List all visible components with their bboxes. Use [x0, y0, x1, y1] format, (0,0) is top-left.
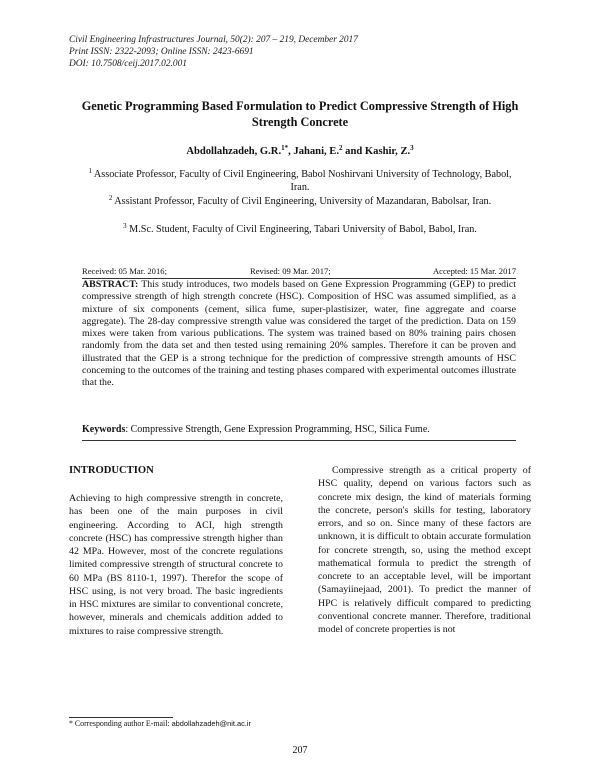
journal-doi: DOI: 10.7508/ceij.2017.02.001	[69, 59, 187, 69]
keywords-label: Keywords	[82, 424, 126, 435]
section-heading: INTRODUCTION	[69, 465, 154, 476]
journal-citation: Civil Engineering Infrastructures Journal, 50(2): 207 – 219, December 2017	[69, 35, 358, 45]
affiliation-3: $^3$ M.Sc. Student, Faculty of Civil Engineering, Tabari University of Babol, Babol, Iran.	[123, 222, 477, 235]
keywords-text: : Compressive Strength, Gene Expression Programming, HSC, Silica Fume.	[125, 424, 430, 435]
received-date: Received: 05 Mar. 2016;	[82, 266, 167, 276]
intro-paragraph-2: Compressive strength as a critical property of HSC quality, depend on various factors such as concrete mix design, the kind of materials forming the concrete, person's skills for testing, laboratory errors, and so on. Since many of these factors are unknown, it is difficult to obtain accurate formulation for concrete strength, so, using the method except mathematical formula to predict the strength of concrete to an acceptable level, will be important (Samayiinejaad, 2001). To predict the manner of HPC is relatively difficult compared to predicting conventional concrete manner. Therefore, traditional model of concrete properties is not	[318, 465, 531, 635]
author-name: Abdollahzadeh, G.R.	[186, 146, 282, 157]
intro-paragraph-1: Achieving to high compressive strength in concrete, has been one of the main purposes in civil engineering. According to ACI, high strength concrete (HSC) has compressive strength higher than 42 MPa. However, most of the concrete regulations limited compressive strength of structural concrete to 60 MPa (BS 8110-1, 1997). Therefor the scope of HSC using, is not very broad. The basic ingredients in HSC mixtures are similar to conventional concrete, however, minerals and chemicals addition added to mixtures to raise compressive strength.	[69, 493, 283, 637]
author-sup: 2	[339, 144, 343, 152]
keywords	[82, 424, 516, 441]
abstract-label: ABSTRACT:	[82, 279, 139, 290]
article-dates	[82, 266, 516, 279]
author-email: abdollahzadeh@nit.ac.ir	[171, 719, 251, 728]
left-column	[69, 464, 283, 638]
affiliation-2: $^2$ Assistant Professor, Faculty of Civil Engineering, University of Mazandaran, Babolsar, Iran.	[108, 194, 492, 207]
paper-title: Genetic Programming Based Formulation to Predict Compressive Strength of High Strength Concrete	[81, 99, 519, 129]
journal-header	[69, 34, 469, 70]
right-column	[318, 464, 531, 636]
author-name: Kashir, Z.	[364, 146, 411, 157]
revised-date: Revised: 09 Mar. 2017;	[250, 266, 331, 276]
author-sup: 1*	[281, 144, 289, 152]
footnote-label: * Corresponding author E-mail:	[69, 719, 172, 728]
footnote-divider	[69, 717, 173, 718]
journal-issn: Print ISSN: 2322-2093; Online ISSN: 2423-6691	[69, 47, 254, 57]
author-name: Jahani, E.	[293, 146, 340, 157]
abstract	[82, 279, 516, 390]
abstract-text: This study introduces, two models based on Gene Expression Programming (GEP) to predict compressive strength of high strength concrete (HSC). Composition of HSC was assumed simplified, as a mixture of six components (cement, silica fume, super-plastisizer, water, fine aggregate and coarse aggregate). The 28-day compressive strength value was considered the target of the prediction. Data on 159 mixes were taken from various publications. The system was trained based on 80% training pairs chosen randomly from the data set and then tested using remaining 20% samples. Therefore it can be proven and illustrated that the GEP is a strong technique for the prediction of compressive strength amounts of HSC conceming to the outcomes of the training and testing phases compared with experimental outcomes illustrate that the.	[82, 279, 516, 389]
accepted-date: Accepted: 15 Mar. 2017	[432, 266, 516, 276]
author-sup: 3	[410, 144, 414, 152]
corresponding-author-footnote	[69, 719, 369, 729]
author-list: Abdollahzadeh, G.R.$^{1*}$, Jahani, E.$^2$ and Kashir, Z.$^3$	[186, 144, 414, 157]
page-number: 207	[292, 745, 308, 756]
affiliation-1: $^1$ Associate Professor, Faculty of Civil Engineering, Babol Noshirvani University of Technology, Babol, Iran.	[88, 167, 512, 193]
